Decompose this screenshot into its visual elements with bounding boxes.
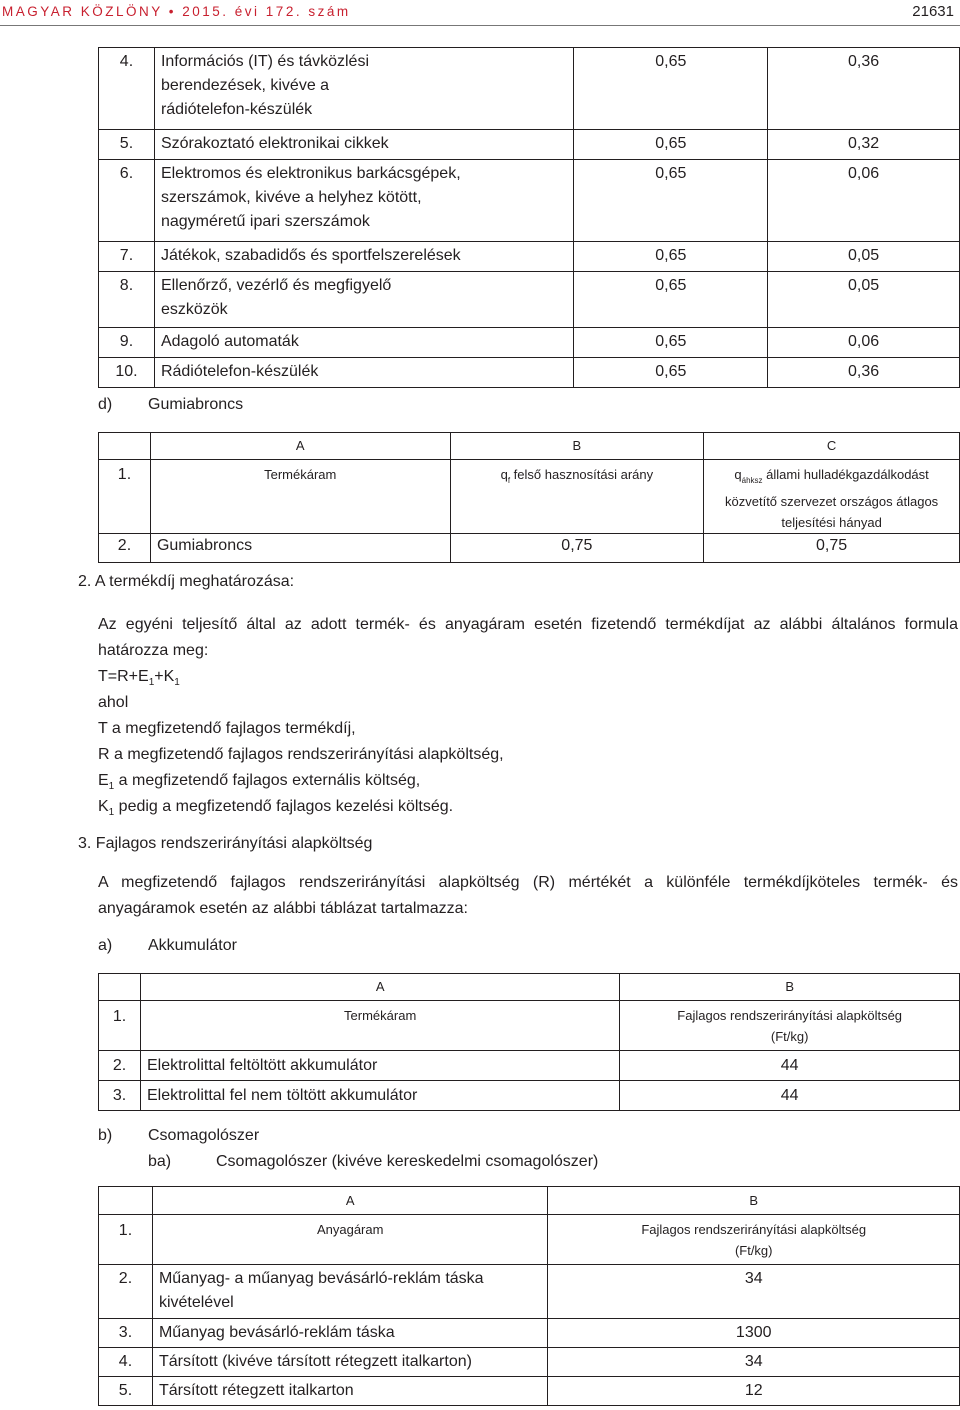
qahksz-subscript: áhksz bbox=[741, 476, 763, 485]
page-number: 21631 bbox=[912, 3, 954, 20]
row-number: 4. bbox=[99, 48, 155, 130]
table-akkumulator bbox=[98, 973, 960, 1111]
qahksz-line3: teljesítési hányad bbox=[781, 515, 882, 530]
row-label bbox=[154, 242, 574, 272]
table-row bbox=[99, 130, 960, 160]
qf-subscript: f bbox=[507, 476, 511, 485]
col-header-c: C bbox=[704, 433, 960, 460]
row-value-b: 34 bbox=[548, 1265, 960, 1319]
row-label bbox=[154, 328, 574, 358]
cell-line: Műanyag- a műanyag bevásárló-reklám táska bbox=[158, 1270, 484, 1287]
formula-sub-1: 1 bbox=[148, 677, 155, 688]
qahksz-symbol: q bbox=[734, 467, 742, 482]
row-number: 5. bbox=[99, 1377, 153, 1406]
row-number: 2. bbox=[99, 1051, 141, 1081]
row-value-a: 0,65 bbox=[574, 48, 768, 130]
table-row bbox=[99, 272, 960, 328]
row-number: 10. bbox=[99, 358, 155, 388]
cell-line: Elektromos és elektronikus barkácsgépek, bbox=[160, 165, 461, 182]
row-value-b: 12 bbox=[548, 1377, 960, 1406]
section-a-label: a) bbox=[98, 937, 113, 954]
section-ba-label: ba) bbox=[148, 1153, 172, 1170]
row-value-b: 44 bbox=[620, 1051, 960, 1081]
qf-text: felső hasznosítási arány bbox=[510, 467, 654, 482]
row-number: 6. bbox=[99, 160, 155, 242]
row-value-a: 0,65 bbox=[574, 160, 768, 242]
header-qahksz bbox=[704, 460, 960, 534]
row-value-b: 34 bbox=[548, 1348, 960, 1377]
row-number: 3. bbox=[99, 1319, 153, 1348]
alapkoltseg-line1: Fajlagos rendszerirányítási alapköltség bbox=[641, 1222, 867, 1237]
table-csomagoloszer bbox=[98, 1186, 960, 1406]
row-value-b: 0,36 bbox=[768, 358, 960, 388]
cell-line: Társított (kivéve társított rétegzett italkarton) bbox=[158, 1353, 472, 1370]
row-number: 8. bbox=[99, 272, 155, 328]
cell-line: Információs (IT) és távközlési bbox=[160, 53, 370, 70]
page-header bbox=[0, 0, 960, 26]
header-alapkoltseg bbox=[548, 1215, 960, 1265]
e-definition bbox=[98, 768, 958, 794]
table-row bbox=[99, 48, 960, 130]
qahksz-text: állami hulladékgazdálkodást bbox=[762, 467, 929, 482]
row-value-b: 0,06 bbox=[768, 328, 960, 358]
row-number: 2. bbox=[99, 534, 151, 563]
col-header-a: A bbox=[152, 1187, 548, 1215]
section-ba-title: Csomagolószer (kivéve kereskedelmi csomagolószer) bbox=[216, 1153, 599, 1170]
section-d-title: Gumiabroncs bbox=[148, 396, 244, 413]
col-header-b: B bbox=[450, 433, 704, 460]
cell-line: Rádiótelefon-készülék bbox=[160, 363, 319, 380]
header-anyagaram: Anyagáram bbox=[152, 1215, 548, 1265]
table-row bbox=[99, 1377, 960, 1406]
t-definition: T a megfizetendő fajlagos termékdíj, bbox=[98, 720, 356, 737]
row-value-a: 0,65 bbox=[574, 272, 768, 328]
section-a-title: Akkumulátor bbox=[148, 937, 237, 954]
row-number: 2. bbox=[99, 1265, 153, 1319]
k-text: pedig a megfizetendő fajlagos kezelési költség. bbox=[114, 798, 454, 815]
s3-line-2: anyagáramok esetén az alábbi táblázat tartalmazza: bbox=[98, 900, 468, 917]
header-termekaram: Termékáram bbox=[140, 1001, 619, 1051]
k-subscript: 1 bbox=[108, 807, 115, 818]
cell-line: Ellenőrző, vezérlő és megfigyelő bbox=[160, 277, 392, 294]
ahol: ahol bbox=[98, 694, 129, 711]
table-row bbox=[99, 1081, 960, 1111]
cell-line: Műanyag bevásárló-reklám táska bbox=[158, 1324, 395, 1341]
row-label bbox=[152, 1265, 548, 1319]
section-2-body bbox=[98, 612, 958, 820]
table-gumiabroncs bbox=[98, 432, 960, 563]
row-label bbox=[154, 48, 574, 130]
header-divider bbox=[0, 25, 960, 26]
qahksz-line2: közvetítő szervezet országos átlagos bbox=[725, 494, 939, 509]
section-b-label: b) bbox=[98, 1127, 113, 1144]
col-header-a: A bbox=[140, 974, 619, 1001]
cell-line: rádiótelefon-készülék bbox=[160, 101, 313, 118]
row-number: 1. bbox=[99, 1001, 141, 1051]
formula-part-b: +K bbox=[154, 668, 175, 685]
row-label bbox=[152, 1348, 548, 1377]
intro-line-1: Az egyéni teljesítő által az adott termék- és anyagáram esetén fizetendő termékdíjat az alábbi általános formula bbox=[98, 616, 958, 633]
section-2-title: 2. A termékdíj meghatározása: bbox=[78, 573, 295, 590]
row-label bbox=[154, 130, 574, 160]
k-symbol: K bbox=[98, 798, 109, 815]
cell-line: Adagoló automaták bbox=[160, 333, 299, 350]
row-value-a: 0,65 bbox=[574, 242, 768, 272]
s3-line-1: A megfizetendő fajlagos rendszerirányítási alapköltség (R) mértékét a különféle termékdíjköteles termék- és bbox=[98, 874, 958, 891]
row-number: 9. bbox=[99, 328, 155, 358]
row-value-b: 0,06 bbox=[768, 160, 960, 242]
table-row bbox=[99, 1348, 960, 1377]
table-categories bbox=[98, 47, 960, 388]
intro-line-2: határozza meg: bbox=[98, 642, 209, 659]
row-label: Elektrolittal feltöltött akkumulátor bbox=[140, 1051, 619, 1081]
section-3-title: 3. Fajlagos rendszerirányítási alapköltség bbox=[78, 835, 373, 852]
formula-sub-2: 1 bbox=[174, 677, 180, 688]
row-number: 3. bbox=[99, 1081, 141, 1111]
row-value-b: 1300 bbox=[548, 1319, 960, 1348]
col-header-b: B bbox=[548, 1187, 960, 1215]
row-label bbox=[152, 1319, 548, 1348]
formula bbox=[98, 664, 958, 690]
table-row bbox=[99, 358, 960, 388]
alapkoltseg-unit: (Ft/kg) bbox=[770, 1029, 809, 1044]
row-value-b: 0,05 bbox=[768, 272, 960, 328]
row-value-a: 0,65 bbox=[574, 130, 768, 160]
formula-part-a: T=R+E bbox=[98, 668, 149, 685]
e-symbol: E bbox=[98, 772, 109, 789]
journal-title: MAGYAR KÖZLÖNY • 2015. évi 172. szám bbox=[2, 4, 351, 19]
row-number: 1. bbox=[99, 460, 151, 534]
qf-symbol: q bbox=[500, 467, 508, 482]
row-value-b: 44 bbox=[620, 1081, 960, 1111]
table-row bbox=[99, 160, 960, 242]
header-qf bbox=[450, 460, 704, 534]
row-value-b: 0,75 bbox=[450, 534, 704, 563]
row-label bbox=[152, 1377, 548, 1406]
table-row bbox=[99, 1051, 960, 1081]
row-value-a: 0,65 bbox=[574, 328, 768, 358]
row-value-c: 0,75 bbox=[704, 534, 960, 563]
cell-line: eszközök bbox=[160, 301, 228, 318]
header-termekaram: Termékáram bbox=[150, 460, 450, 534]
row-number: 4. bbox=[99, 1348, 153, 1377]
cell-line: berendezések, kivéve a bbox=[160, 77, 330, 94]
row-value-b: 0,36 bbox=[768, 48, 960, 130]
table-row bbox=[99, 1265, 960, 1319]
e-text: a megfizetendő fajlagos externális költség, bbox=[114, 772, 421, 789]
cell-line: Társított rétegzett italkarton bbox=[158, 1382, 354, 1399]
row-label: Elektrolittal fel nem töltött akkumulátor bbox=[140, 1081, 619, 1111]
section-b-title: Csomagolószer bbox=[148, 1127, 260, 1144]
cell-line: kivételével bbox=[158, 1294, 234, 1311]
table-row bbox=[99, 328, 960, 358]
row-value-b: 0,32 bbox=[768, 130, 960, 160]
col-header-a: A bbox=[150, 433, 450, 460]
cell-line: nagyméretű ipari szerszámok bbox=[160, 213, 370, 230]
cell-line: Játékok, szabadidős és sportfelszerelések bbox=[160, 247, 461, 264]
alapkoltseg-line1: Fajlagos rendszerirányítási alapköltség bbox=[677, 1008, 903, 1023]
row-label bbox=[154, 358, 574, 388]
row-label: Gumiabroncs bbox=[150, 534, 450, 563]
section-d-label: d) bbox=[98, 396, 113, 413]
row-number: 1. bbox=[99, 1215, 153, 1265]
row-value-b: 0,05 bbox=[768, 242, 960, 272]
cell-line: Szórakoztató elektronikai cikkek bbox=[160, 135, 389, 152]
e-subscript: 1 bbox=[108, 781, 115, 792]
row-label bbox=[154, 160, 574, 242]
k-definition bbox=[98, 794, 958, 820]
row-value-a: 0,65 bbox=[574, 358, 768, 388]
r-definition: R a megfizetendő fajlagos rendszerirányítási alapköltség, bbox=[98, 746, 504, 763]
table-row bbox=[99, 242, 960, 272]
cell-line: szerszámok, kivéve a helyhez kötött, bbox=[160, 189, 422, 206]
row-number: 7. bbox=[99, 242, 155, 272]
row-number: 5. bbox=[99, 130, 155, 160]
alapkoltseg-unit: (Ft/kg) bbox=[734, 1243, 773, 1258]
header-alapkoltseg bbox=[620, 1001, 960, 1051]
table-row bbox=[99, 1319, 960, 1348]
col-header-b: B bbox=[620, 974, 960, 1001]
row-label bbox=[154, 272, 574, 328]
section-3-body bbox=[98, 870, 958, 922]
